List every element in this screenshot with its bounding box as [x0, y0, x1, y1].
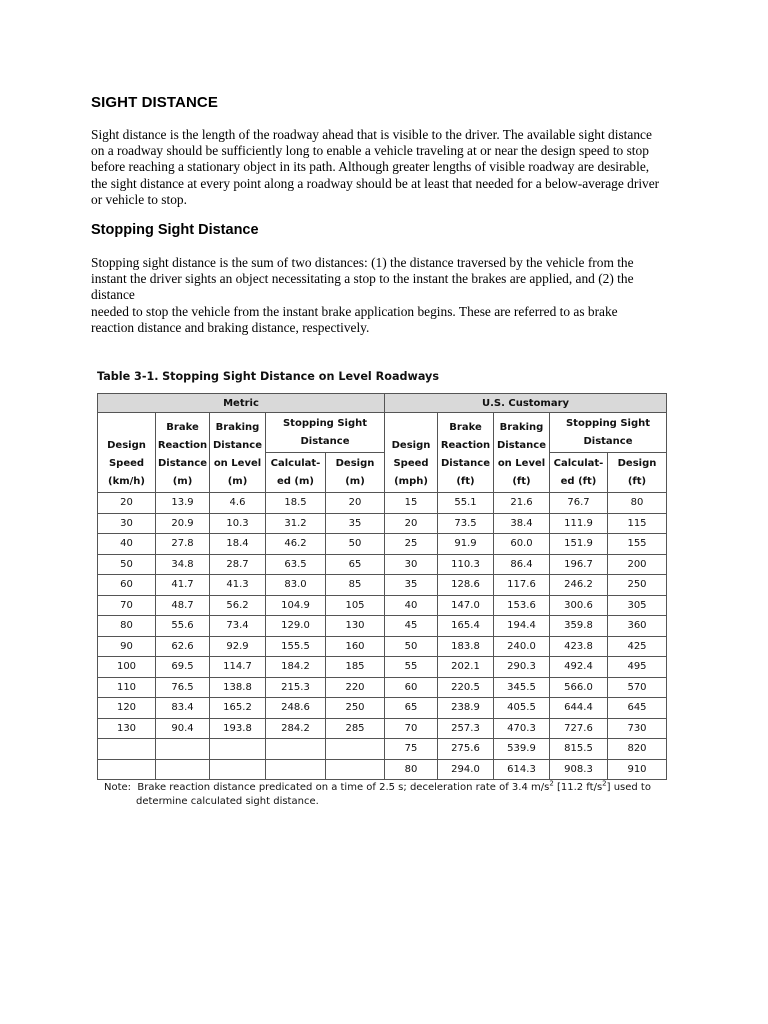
table-cell: 75	[385, 739, 438, 760]
table-cell: 215.3	[266, 677, 326, 698]
ssd-line: instant the driver sights an object necessitating a stop to the instant the brakes are applied, and (2) the	[91, 271, 634, 287]
table-cell: 20.9	[156, 513, 210, 534]
table-cell: 48.7	[156, 595, 210, 616]
table-cell: 908.3	[550, 759, 608, 780]
table-cell: 644.4	[550, 698, 608, 719]
table-cell	[210, 739, 266, 760]
table-cell: 91.9	[438, 534, 494, 555]
table-cell: 566.0	[550, 677, 608, 698]
table-cell: 70	[385, 718, 438, 739]
table-cell: 73.4	[210, 616, 266, 637]
table-row	[98, 595, 667, 616]
table-cell: 246.2	[550, 575, 608, 596]
table-cell: 20	[98, 493, 156, 514]
table-cell	[210, 759, 266, 780]
table-cell: 815.5	[550, 739, 608, 760]
col-header-ssd-metric: Stopping Sight Distance	[266, 413, 385, 453]
table-cell: 285	[326, 718, 385, 739]
table-cell: 76.7	[550, 493, 608, 514]
table-cell: 727.6	[550, 718, 608, 739]
intro-paragraph	[91, 127, 691, 208]
intro-line: Sight distance is the length of the roadway ahead that is visible to the driver. The available sight distance	[91, 127, 652, 142]
table-cell	[326, 739, 385, 760]
table-cell: 147.0	[438, 595, 494, 616]
table-cell	[156, 759, 210, 780]
ssd-line: distance	[91, 287, 135, 303]
table-cell	[266, 739, 326, 760]
table-cell: 21.6	[494, 493, 550, 514]
col-header-brake-reaction-us: Brake Reaction Distance (ft)	[438, 413, 494, 493]
ssd-line: reaction distance and braking distance, respectively.	[91, 319, 370, 335]
table-cell: 240.0	[494, 636, 550, 657]
table-cell: 155	[608, 534, 667, 555]
table-cell: 105	[326, 595, 385, 616]
table-cell: 305	[608, 595, 667, 616]
table-cell: 92.9	[210, 636, 266, 657]
table-cell: 165.4	[438, 616, 494, 637]
us-customary-group-header: U.S. Customary	[385, 394, 667, 413]
section-subheading: Stopping Sight Distance	[91, 222, 259, 238]
table-cell: 56.2	[210, 595, 266, 616]
table-cell: 129.0	[266, 616, 326, 637]
note-line-2: determine calculated sight distance.	[136, 796, 319, 807]
table-cell: 248.6	[266, 698, 326, 719]
table-cell: 345.5	[494, 677, 550, 698]
intro-line: the sight distance at every point along a roadway should be at least that needed for a below-average driver	[91, 175, 660, 191]
table-cell: 60	[98, 575, 156, 596]
table-cell: 41.3	[210, 575, 266, 596]
table-cell: 250	[326, 698, 385, 719]
table-cell: 70	[98, 595, 156, 616]
stopping-sight-distance-table	[97, 393, 667, 780]
table-cell: 193.8	[210, 718, 266, 739]
table-cell: 90.4	[156, 718, 210, 739]
table-cell: 62.6	[156, 636, 210, 657]
table-cell: 40	[385, 595, 438, 616]
table-cell: 4.6	[210, 493, 266, 514]
ssd-line: needed to stop the vehicle from the instant brake application begins. These are referred to as brake	[91, 303, 618, 319]
table-row	[98, 677, 667, 698]
table-cell: 111.9	[550, 513, 608, 534]
table-cell: 80	[385, 759, 438, 780]
col-header-brake-reaction-metric: Brake Reaction Distance (m)	[156, 413, 210, 493]
table-row	[98, 759, 667, 780]
table-cell: 55.6	[156, 616, 210, 637]
table-row	[98, 616, 667, 637]
col-header-design-speed-us: Design Speed (mph)	[385, 413, 438, 493]
table-cell: 46.2	[266, 534, 326, 555]
table-cell: 130	[98, 718, 156, 739]
table-cell: 570	[608, 677, 667, 698]
table-cell: 257.3	[438, 718, 494, 739]
table-cell: 160	[326, 636, 385, 657]
table-cell: 120	[98, 698, 156, 719]
table-cell: 90	[98, 636, 156, 657]
table-cell: 275.6	[438, 739, 494, 760]
table-cell: 185	[326, 657, 385, 678]
table-cell: 359.8	[550, 616, 608, 637]
table-cell: 50	[98, 554, 156, 575]
note-prefix: Note:	[104, 782, 132, 793]
table-cell: 155.5	[266, 636, 326, 657]
intro-line: or vehicle to stop.	[91, 191, 187, 207]
col-header-calculated-us: Calculat- ed (ft)	[550, 453, 608, 493]
table-cell: 425	[608, 636, 667, 657]
table-cell: 284.2	[266, 718, 326, 739]
table-cell: 25	[385, 534, 438, 555]
table-cell: 45	[385, 616, 438, 637]
table-cell: 128.6	[438, 575, 494, 596]
table-note: Note: Brake reaction distance predicated on a time of 2.5 s; deceleration rate of 3.4 $m/s^2$ [11.2 $ft/s^2$] used to determine calculated sight distance.	[104, 779, 651, 807]
table-cell: 405.5	[494, 698, 550, 719]
table-cell: 300.6	[550, 595, 608, 616]
ssd-paragraph	[91, 255, 691, 336]
table-cell: 40	[98, 534, 156, 555]
ssd-line: Stopping sight distance is the sum of two distances: (1) the distance traversed by the vehicle from the	[91, 255, 634, 270]
col-header-design-us: Design (ft)	[608, 453, 667, 493]
table-cell: 55	[385, 657, 438, 678]
table-cell: 10.3	[210, 513, 266, 534]
table-cell: 645	[608, 698, 667, 719]
table-cell: 153.6	[494, 595, 550, 616]
table-cell: 18.4	[210, 534, 266, 555]
table-body	[98, 493, 667, 780]
table-cell: 55.1	[438, 493, 494, 514]
table-cell: 76.5	[156, 677, 210, 698]
table-cell: 130	[326, 616, 385, 637]
table-row	[98, 575, 667, 596]
table-cell	[98, 739, 156, 760]
col-header-design-metric: Design (m)	[326, 453, 385, 493]
table-cell: 38.4	[494, 513, 550, 534]
table-cell: 114.7	[210, 657, 266, 678]
table-cell: 194.4	[494, 616, 550, 637]
intro-line: before reaching a stationary object in its path. Although greater lengths of visible roadway are desirable,	[91, 159, 650, 175]
col-header-ssd-us: Stopping Sight Distance	[550, 413, 667, 453]
table-cell: 117.6	[494, 575, 550, 596]
table-cell: 27.8	[156, 534, 210, 555]
table-cell: 220.5	[438, 677, 494, 698]
table-cell: 85	[326, 575, 385, 596]
table-row	[98, 493, 667, 514]
table-cell: 202.1	[438, 657, 494, 678]
col-header-braking-metric: Braking Distance on Level (m)	[210, 413, 266, 493]
table-row	[98, 554, 667, 575]
table-row	[98, 534, 667, 555]
table-cell: 492.4	[550, 657, 608, 678]
table-cell	[156, 739, 210, 760]
table-cell: 41.7	[156, 575, 210, 596]
table-cell: 138.8	[210, 677, 266, 698]
table-cell: 69.5	[156, 657, 210, 678]
table-cell: 495	[608, 657, 667, 678]
table-cell: 20	[385, 513, 438, 534]
table-cell: 34.8	[156, 554, 210, 575]
table-cell: 184.2	[266, 657, 326, 678]
table-cell: 18.5	[266, 493, 326, 514]
table-cell: 100	[98, 657, 156, 678]
table-cell: 200	[608, 554, 667, 575]
table-cell: 290.3	[494, 657, 550, 678]
table-cell: 165.2	[210, 698, 266, 719]
table-cell: 83.0	[266, 575, 326, 596]
table-cell	[266, 759, 326, 780]
table-cell: 60	[385, 677, 438, 698]
table-caption-label: Table 3-1.	[97, 370, 159, 383]
table-cell: 65	[385, 698, 438, 719]
table-cell: 35	[326, 513, 385, 534]
table-cell: 196.7	[550, 554, 608, 575]
table-cell: 110.3	[438, 554, 494, 575]
table-cell: 910	[608, 759, 667, 780]
table-cell: 730	[608, 718, 667, 739]
col-header-calculated-metric: Calculat- ed (m)	[266, 453, 326, 493]
table-cell: 470.3	[494, 718, 550, 739]
table-cell: 30	[98, 513, 156, 534]
table-cell: 80	[608, 493, 667, 514]
table-row	[98, 739, 667, 760]
table-cell: 28.7	[210, 554, 266, 575]
intro-line: on a roadway should be sufficiently long to enable a vehicle traveling at or near the design speed to stop	[91, 143, 649, 159]
table-cell: 539.9	[494, 739, 550, 760]
table-cell: 104.9	[266, 595, 326, 616]
table-cell: 115	[608, 513, 667, 534]
table-cell: 86.4	[494, 554, 550, 575]
table-cell	[326, 759, 385, 780]
table-row	[98, 718, 667, 739]
table-cell: 65	[326, 554, 385, 575]
table-cell: 183.8	[438, 636, 494, 657]
table-cell: 30	[385, 554, 438, 575]
table-cell: 110	[98, 677, 156, 698]
table-cell: 360	[608, 616, 667, 637]
table-caption-text: Stopping Sight Distance on Level Roadways	[162, 370, 439, 383]
table-row	[98, 657, 667, 678]
table-cell: 60.0	[494, 534, 550, 555]
metric-group-header: Metric	[98, 394, 385, 413]
table-cell: 220	[326, 677, 385, 698]
note-text: Brake reaction distance predicated on a time of 2.5 s; deceleration rate of 3.4 m/s	[137, 782, 550, 793]
table-cell: 13.9	[156, 493, 210, 514]
table-cell: 294.0	[438, 759, 494, 780]
table-cell: 83.4	[156, 698, 210, 719]
table-cell: 238.9	[438, 698, 494, 719]
table-cell: 151.9	[550, 534, 608, 555]
table-cell	[98, 759, 156, 780]
table-cell: 15	[385, 493, 438, 514]
page-title: SIGHT DISTANCE	[91, 94, 218, 111]
table-caption	[97, 370, 439, 383]
table-row	[98, 636, 667, 657]
table-cell: 50	[385, 636, 438, 657]
table-cell: 820	[608, 739, 667, 760]
table-cell: 73.5	[438, 513, 494, 534]
table-cell: 250	[608, 575, 667, 596]
table-cell: 80	[98, 616, 156, 637]
table-cell: 35	[385, 575, 438, 596]
table-cell: 614.3	[494, 759, 550, 780]
table-row	[98, 513, 667, 534]
table-row	[98, 698, 667, 719]
table-cell: 31.2	[266, 513, 326, 534]
col-header-braking-us: Braking Distance on Level (ft)	[494, 413, 550, 493]
table-cell: 50	[326, 534, 385, 555]
table-cell: 20	[326, 493, 385, 514]
col-header-design-speed-metric: Design Speed (km/h)	[98, 413, 156, 493]
table-cell: 423.8	[550, 636, 608, 657]
table-cell: 63.5	[266, 554, 326, 575]
